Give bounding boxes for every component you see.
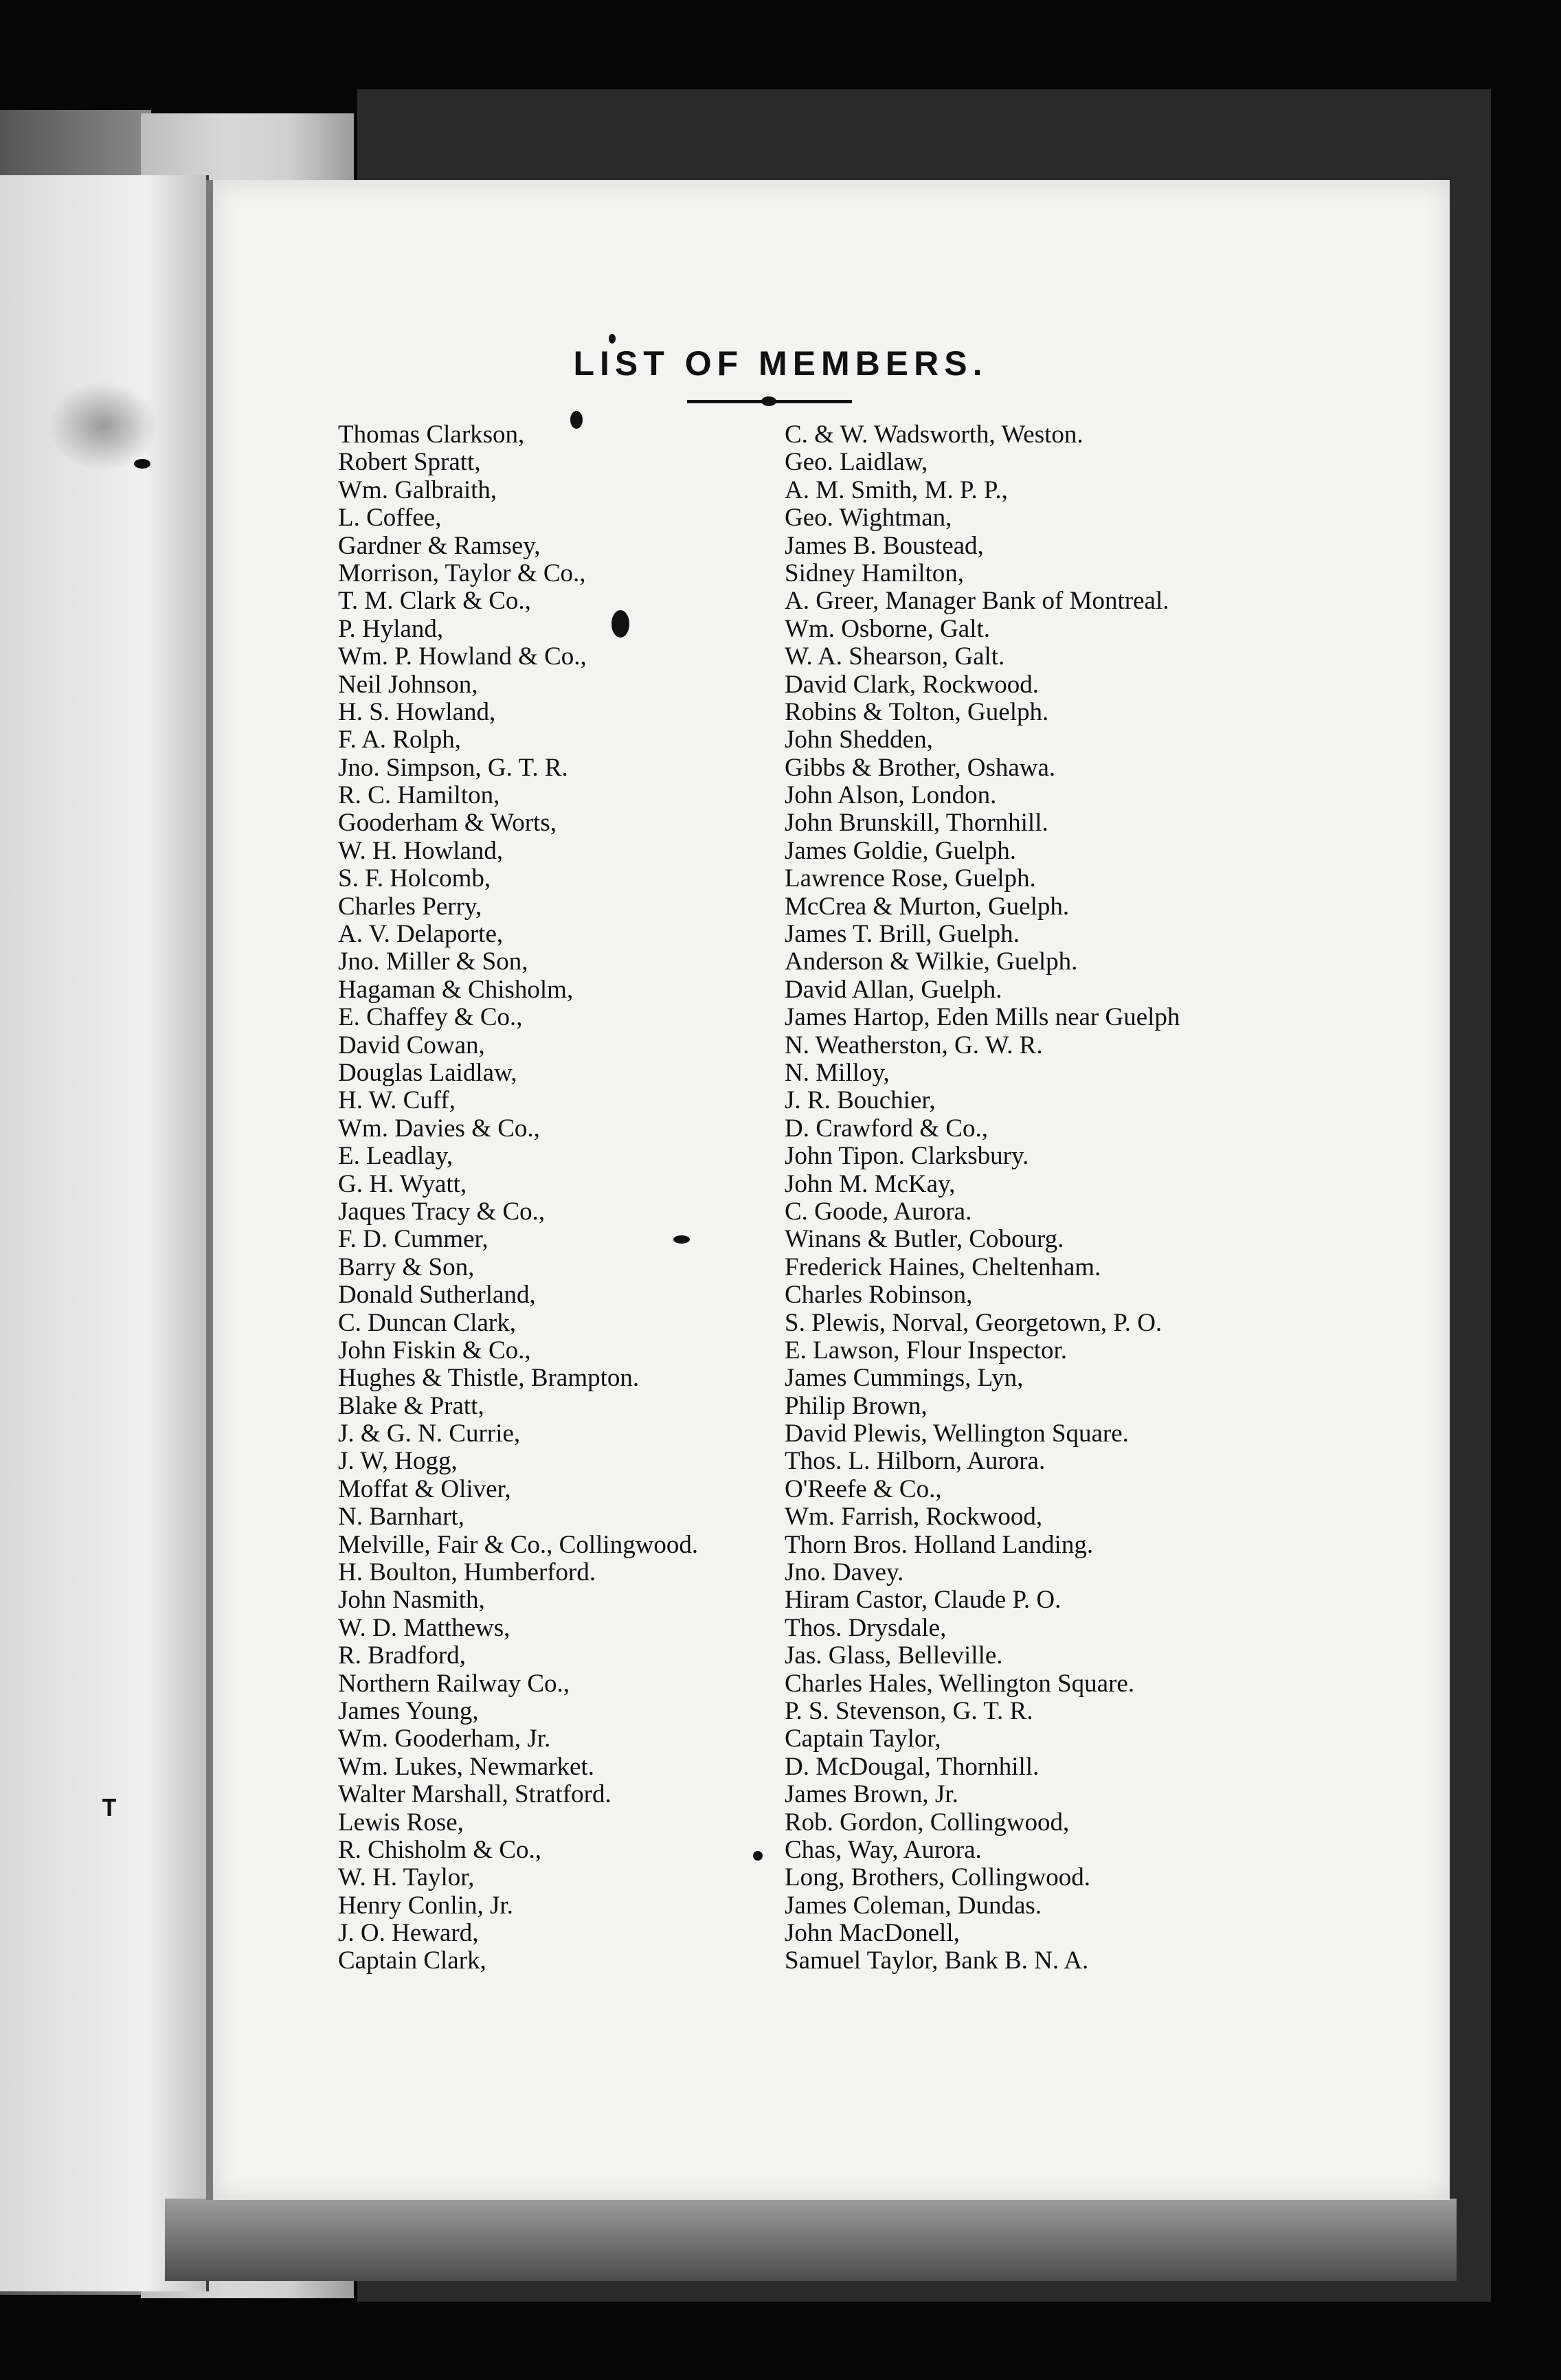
member-entry: Gibbs & Brother, Oshawa. — [785, 753, 1056, 782]
member-entry: John Tipon. Clarksbury. — [785, 1142, 1029, 1171]
member-entry: R. Chisholm & Co., — [338, 1835, 542, 1864]
member-entry: T. M. Clark & Co., — [338, 587, 531, 616]
member-entry: W. H. Taylor, — [338, 1863, 475, 1892]
member-entry: J. & G. N. Currie, — [338, 1419, 521, 1448]
member-entry: C. Goode, Aurora. — [785, 1197, 972, 1226]
member-entry: McCrea & Murton, Guelph. — [785, 892, 1070, 921]
member-entry: Blake & Pratt, — [338, 1391, 484, 1420]
member-entry: Neil Johnson, — [338, 670, 478, 699]
member-entry: E. Lawson, Flour Inspector. — [785, 1336, 1068, 1365]
member-entry: Robert Spratt, — [338, 448, 481, 477]
member-entry: Jas. Glass, Belleville. — [785, 1641, 1003, 1670]
ink-speck — [134, 459, 150, 469]
member-entry: N. Barnhart, — [338, 1503, 464, 1531]
member-entry: J. R. Bouchier, — [785, 1086, 936, 1115]
member-entry: John Brunskill, Thornhill. — [785, 809, 1048, 838]
member-entry: Henry Conlin, Jr. — [338, 1891, 513, 1920]
member-entry: A. Greer, Manager Bank of Montreal. — [785, 587, 1169, 616]
member-entry: N. Milloy, — [785, 1058, 890, 1087]
member-entry: F. A. Rolph, — [338, 726, 462, 754]
member-entry: A. V. Delaporte, — [338, 920, 504, 949]
member-entry: C. Duncan Clark, — [338, 1308, 516, 1337]
member-entry: Donald Sutherland, — [338, 1281, 536, 1310]
members-list-right — [785, 421, 1417, 1975]
page-title: LIST OF MEMBERS. — [573, 344, 988, 383]
member-entry: Philip Brown, — [785, 1391, 928, 1420]
member-entry: Samuel Taylor, Bank B. N. A. — [785, 1946, 1089, 1975]
member-entry: John Fiskin & Co., — [338, 1336, 531, 1365]
member-entry: Jaques Tracy & Co., — [338, 1197, 546, 1226]
member-entry: D. McDougal, Thornhill. — [785, 1752, 1040, 1781]
member-entry: Jno. Davey. — [785, 1558, 904, 1587]
member-entry: R. C. Hamilton, — [338, 781, 500, 810]
member-entry: Wm. Lukes, Newmarket. — [338, 1752, 594, 1781]
page-smudge — [48, 381, 158, 471]
member-entry: H. W. Cuff, — [338, 1086, 456, 1115]
member-entry: J. O. Heward, — [338, 1919, 479, 1948]
member-entry: Hughes & Thistle, Brampton. — [338, 1364, 640, 1393]
member-entry: Lawrence Rose, Guelph. — [785, 864, 1036, 893]
member-entry: O'Reefe & Co., — [785, 1474, 942, 1503]
member-entry: Barry & Son, — [338, 1253, 475, 1281]
title-ornament-rule — [687, 400, 852, 403]
ink-speck — [570, 411, 583, 429]
member-entry: David Cowan, — [338, 1031, 485, 1059]
member-entry: Morrison, Taylor & Co., — [338, 559, 586, 587]
ink-speck — [609, 334, 616, 344]
member-entry: P. S. Stevenson, G. T. R. — [785, 1696, 1033, 1725]
member-entry: Moffat & Oliver, — [338, 1474, 511, 1503]
member-entry: James Hartop, Eden Mills near Guelph — [785, 1003, 1180, 1032]
member-entry: James Young, — [338, 1696, 479, 1725]
member-entry: F. D. Cummer, — [338, 1225, 488, 1254]
member-entry: Gooderham & Worts, — [338, 809, 557, 838]
member-entry: Jno. Miller & Son, — [338, 947, 528, 976]
member-entry: W. A. Shearson, Galt. — [785, 642, 1005, 671]
member-entry: Jno. Simpson, G. T. R. — [338, 753, 568, 782]
member-entry: H. S. Howland, — [338, 697, 496, 726]
member-entry: James Brown, Jr. — [785, 1780, 958, 1809]
member-entry: W. H. Howland, — [338, 836, 504, 865]
member-entry: Anderson & Wilkie, Guelph. — [785, 947, 1078, 976]
member-entry: Douglas Laidlaw, — [338, 1058, 517, 1087]
member-entry: Walter Marshall, Stratford. — [338, 1780, 611, 1809]
member-entry: Wm. Gooderham, Jr. — [338, 1725, 551, 1753]
member-entry: Wm. Farrish, Rockwood, — [785, 1503, 1043, 1531]
member-entry: G. H. Wyatt, — [338, 1169, 467, 1198]
member-entry: Wm. P. Howland & Co., — [338, 642, 587, 671]
member-entry: D. Crawford & Co., — [785, 1114, 988, 1143]
member-entry: James T. Brill, Guelph. — [785, 920, 1020, 949]
member-entry: David Plewis, Wellington Square. — [785, 1419, 1129, 1448]
member-entry: Hagaman & Chisholm, — [338, 975, 574, 1004]
ink-mark: 𝐓 — [102, 1796, 117, 1821]
member-entry: W. D. Matthews, — [338, 1613, 510, 1642]
member-entry: Frederick Haines, Cheltenham. — [785, 1253, 1101, 1281]
member-entry: Northern Railway Co., — [338, 1669, 570, 1698]
member-entry: N. Weatherston, G. W. R. — [785, 1031, 1043, 1059]
member-entry: Thomas Clarkson, — [338, 420, 525, 449]
member-entry: P. Hyland, — [338, 614, 444, 643]
member-entry: S. F. Holcomb, — [338, 864, 491, 893]
member-entry: R. Bradford, — [338, 1641, 466, 1670]
member-entry: John Nasmith, — [338, 1586, 485, 1615]
member-entry: S. Plewis, Norval, Georgetown, P. O. — [785, 1308, 1163, 1337]
facing-page-edge — [0, 175, 209, 2291]
member-entry: Sidney Hamilton, — [785, 559, 965, 587]
member-entry: Geo. Wightman, — [785, 504, 952, 532]
member-entry: A. M. Smith, M. P. P., — [785, 475, 1008, 504]
member-entry: Robins & Tolton, Guelph. — [785, 697, 1049, 726]
member-entry: Wm. Galbraith, — [338, 475, 497, 504]
ink-speck — [673, 1235, 690, 1244]
member-entry: James B. Boustead, — [785, 531, 984, 560]
member-entry: James Coleman, Dundas. — [785, 1891, 1042, 1920]
member-entry: James Cummings, Lyn, — [785, 1364, 1024, 1393]
member-entry: Geo. Laidlaw, — [785, 448, 928, 477]
member-entry: E. Chaffey & Co., — [338, 1003, 523, 1032]
ink-speck — [753, 1851, 763, 1861]
member-entry: Melville, Fair & Co., Collingwood. — [338, 1530, 699, 1559]
member-entry: Wm. Davies & Co., — [338, 1114, 540, 1143]
member-entry: Charles Hales, Wellington Square. — [785, 1669, 1135, 1698]
member-entry: Gardner & Ramsey, — [338, 531, 541, 560]
member-entry: James Goldie, Guelph. — [785, 836, 1017, 865]
member-entry: Thorn Bros. Holland Landing. — [785, 1530, 1094, 1559]
member-entry: John M. McKay, — [785, 1169, 956, 1198]
member-entry: Long, Brothers, Collingwood. — [785, 1863, 1091, 1892]
member-entry: John Shedden, — [785, 726, 933, 754]
member-entry: Wm. Osborne, Galt. — [785, 614, 991, 643]
member-entry: David Allan, Guelph. — [785, 975, 1002, 1004]
member-entry: Winans & Butler, Cobourg. — [785, 1225, 1064, 1254]
member-entry: David Clark, Rockwood. — [785, 670, 1039, 699]
member-entry: Captain Clark, — [338, 1946, 486, 1975]
member-entry: Charles Robinson, — [785, 1281, 973, 1310]
member-entry: John MacDonell, — [785, 1919, 960, 1948]
members-list-left — [338, 421, 764, 1975]
member-entry: H. Boulton, Humberford. — [338, 1558, 596, 1587]
member-entry: C. & W. Wadsworth, Weston. — [785, 420, 1083, 449]
page-bottom-shadow — [165, 2199, 1457, 2281]
member-entry: Lewis Rose, — [338, 1808, 464, 1837]
member-entry: L. Coffee, — [338, 504, 442, 532]
member-entry: Thos. L. Hilborn, Aurora. — [785, 1447, 1046, 1476]
member-entry: Chas, Way, Aurora. — [785, 1835, 982, 1864]
member-entry: Rob. Gordon, Collingwood, — [785, 1808, 1070, 1837]
member-entry: John Alson, London. — [785, 781, 997, 810]
member-entry: E. Leadlay, — [338, 1142, 453, 1171]
member-entry: Charles Perry, — [338, 892, 482, 921]
member-entry: Hiram Castor, Claude P. O. — [785, 1586, 1062, 1615]
member-entry: J. W, Hogg, — [338, 1447, 458, 1476]
member-entry: Captain Taylor, — [785, 1725, 941, 1753]
ink-speck — [611, 610, 629, 638]
member-entry: Thos. Drysdale, — [785, 1613, 947, 1642]
